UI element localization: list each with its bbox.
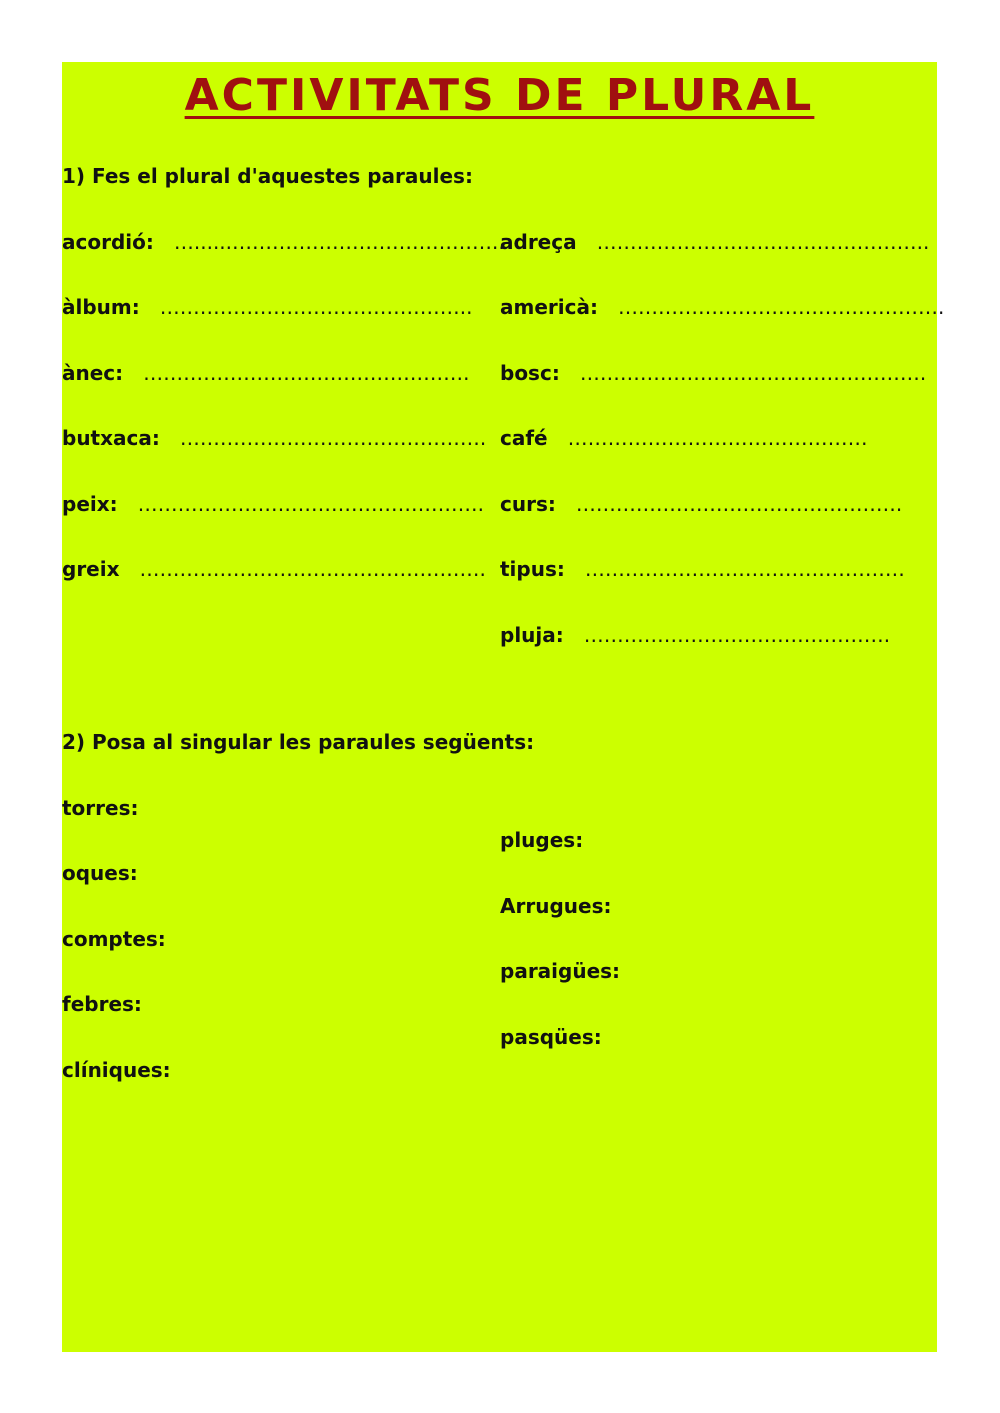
ex1-word: bosc:	[500, 361, 560, 385]
ex1-word: tipus:	[500, 557, 565, 581]
ex1-item-greix	[62, 557, 486, 581]
ex1-item-peix	[62, 492, 484, 516]
ex1-word: peix:	[62, 492, 118, 516]
ex1-item-bosc	[500, 361, 926, 385]
ex1-item-adreca	[500, 230, 929, 254]
ex1-item-acordio	[62, 230, 505, 254]
ex1-word: café	[500, 426, 548, 450]
ex2-word-arrugues: Arrugues:	[500, 894, 612, 918]
answer-blank: ……………………………………….	[583, 623, 891, 647]
answer-blank: …......…………………………………..	[173, 230, 505, 254]
worksheet-page	[62, 62, 945, 1352]
ex1-item-tipus	[500, 557, 905, 581]
answer-blank: …………………………………………..	[596, 230, 930, 254]
ex1-item-anec	[62, 361, 470, 385]
answer-blank: …………………………………………	[584, 557, 905, 581]
ex1-word: àlbum:	[62, 295, 140, 319]
ex1-item-pluja	[500, 623, 890, 647]
ex1-word: ànec:	[62, 361, 124, 385]
ex1-item-cafe	[500, 426, 868, 450]
ex1-word: americà:	[500, 295, 598, 319]
ex2-word-pluges: pluges:	[500, 828, 584, 852]
ex1-word: curs:	[500, 492, 556, 516]
answer-blank: ……………………………………….	[179, 426, 487, 450]
exercise-1-heading: 1) Fes el plural d'aquestes paraules:	[62, 164, 473, 188]
ex2-word-oques: oques:	[62, 861, 138, 885]
ex1-item-america	[500, 295, 944, 319]
ex1-item-butxaca	[62, 426, 486, 450]
ex2-word-torres: torres:	[62, 796, 139, 820]
ex2-word-cliniques: clíniques:	[62, 1058, 171, 1082]
ex1-word: butxaca:	[62, 426, 160, 450]
ex2-word-febres: febres:	[62, 992, 142, 1016]
answer-blank: ………………………………………..	[159, 295, 473, 319]
ex1-item-album	[62, 295, 472, 319]
ex1-word: adreça	[500, 230, 577, 254]
ex1-word: pluja:	[500, 623, 564, 647]
ex2-word-pasques: pasqües:	[500, 1025, 602, 1049]
ex1-word: greix	[62, 557, 120, 581]
answer-blank: ………………………………………….	[617, 295, 945, 319]
answer-blank: …………………………………………….	[139, 557, 486, 581]
exercise-2-heading: 2) Posa al singular les paraules següents:	[62, 730, 535, 754]
worksheet-title: ACTIVITATS DE PLURAL	[184, 70, 815, 121]
answer-blank: ………………………………………….	[575, 492, 903, 516]
ex2-word-comptes: comptes:	[62, 927, 166, 951]
ex1-item-curs	[500, 492, 902, 516]
ex1-word: acordió:	[62, 230, 154, 254]
ex2-word-paraigues: paraigües:	[500, 959, 621, 983]
answer-blank: …………………………………………….	[579, 361, 927, 385]
answer-blank: …………………………………………….	[137, 492, 484, 516]
answer-blank: ………………………………………	[567, 426, 868, 450]
answer-blank: ………………………………………….	[143, 361, 470, 385]
